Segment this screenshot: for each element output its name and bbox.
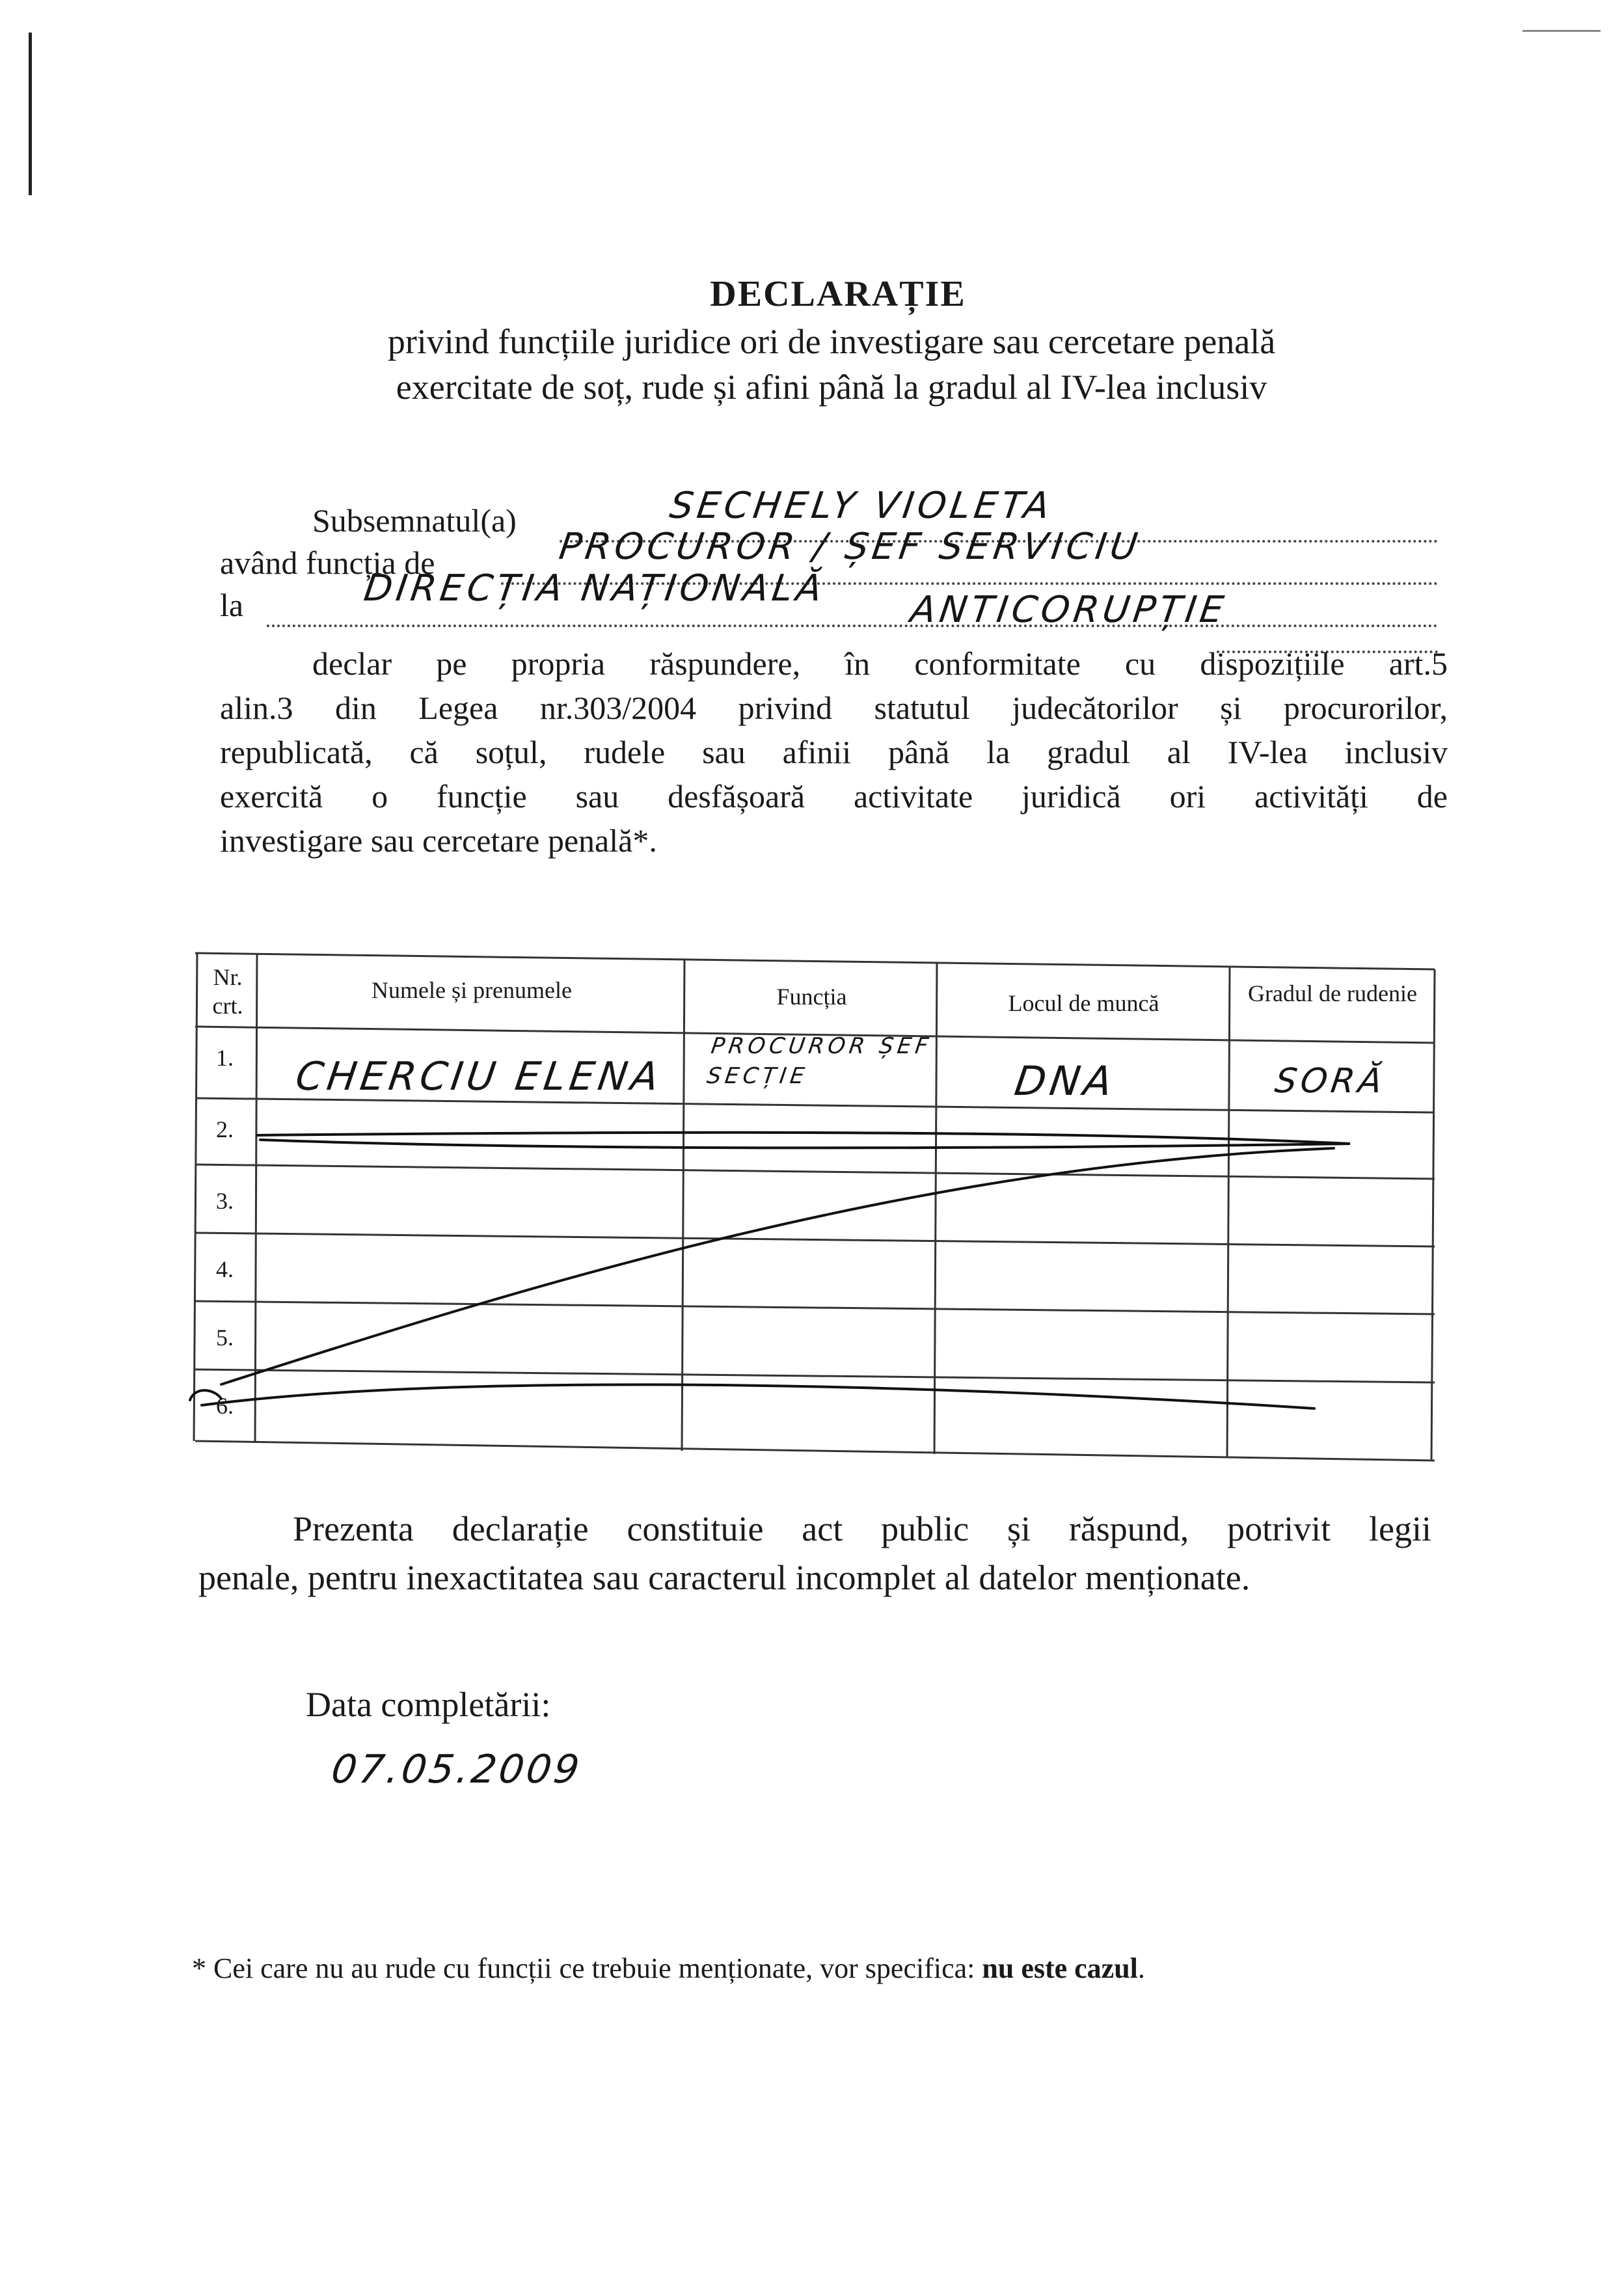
subsemnatul-handwritten-value: SECHELY VIOLETA: [667, 485, 1056, 527]
row-2-number: 2.: [216, 1116, 234, 1142]
row-1-functia: PROCUROR ȘEF SECȚIE: [705, 1033, 934, 1089]
header-gradul: Gradul de rudenie: [1248, 980, 1417, 1006]
header-functia: Funcția: [776, 984, 847, 1010]
header-nume: Numele și prenumele: [372, 977, 572, 1003]
row-6-number: 6.: [216, 1393, 234, 1419]
footnote-period: .: [1137, 1952, 1145, 1984]
date-handwritten-value: 07.05.2009: [329, 1747, 585, 1792]
footnote-text: * Cei care nu au rude cu funcții ce trebuie menționate, vor specifica:: [192, 1952, 975, 1984]
functia-label: având funcția de: [220, 545, 435, 581]
declaration-line-1: declar pe propria răspundere, în conformitate cu dispozițiile art.5: [312, 645, 1448, 682]
la-dotted-line: [267, 625, 1438, 627]
header-locul: Locul de muncă: [1008, 990, 1159, 1016]
declaration-line-4: exercită o funcție sau desfășoară activitate juridică ori activități de: [220, 778, 1448, 815]
date-label: Data completării:: [306, 1685, 551, 1724]
row-3-number: 3.: [216, 1188, 234, 1214]
scan-edge-line: [29, 33, 32, 195]
functia-handwritten-value: PROCUROR / ȘEF SERVICIU: [556, 526, 1144, 568]
closing-line-2: penale, pentru inexactitatea sau caracterul incomplet al datelor menționate.: [198, 1558, 1251, 1597]
page-title: DECLARAȚIE: [710, 274, 966, 314]
declaration-line-2: alin.3 din Legea nr.303/2004 privind statutul judecătorilor și procurorilor,: [220, 690, 1448, 726]
subsemnatul-label: Subsemnatul(a): [312, 502, 517, 539]
footnote: [192, 1952, 1145, 1985]
scan-mark-top-right: [1522, 30, 1601, 32]
row-5-number: 5.: [216, 1325, 234, 1351]
row-1-nume: CHERCIU ELENA: [293, 1054, 666, 1099]
closing-line-1: Prezenta declarație constituie act public și răspund, potrivit legii: [293, 1509, 1431, 1548]
subtitle-line-1: privind funcțiile juridice ori de investigare sau cercetare penală: [387, 322, 1276, 361]
subtitle-line-2: exercitate de soț, rude și afini până la gradul al IV-lea inclusiv: [396, 368, 1267, 407]
row-1-loc: DNA: [1011, 1057, 1119, 1105]
row-4-number: 4.: [216, 1256, 234, 1282]
la-handwritten-value-1: DIRECȚIA NAȚIONALĂ: [361, 567, 829, 610]
row-1-grad: SORĂ: [1272, 1062, 1388, 1101]
declaration-line-3: republicată, că soțul, rudele sau afinii până la gradul al IV-lea inclusiv: [220, 734, 1448, 770]
header-nr-crt: Nr. crt.: [212, 964, 243, 1019]
row-1-number: 1.: [216, 1045, 234, 1071]
la-label: la: [220, 587, 244, 623]
declaration-line-5: investigare sau cercetare penală*.: [220, 822, 657, 859]
la-handwritten-value-2: ANTICORUPȚIE: [908, 589, 1230, 631]
footnote-emphasis: nu este cazul: [982, 1952, 1138, 1984]
